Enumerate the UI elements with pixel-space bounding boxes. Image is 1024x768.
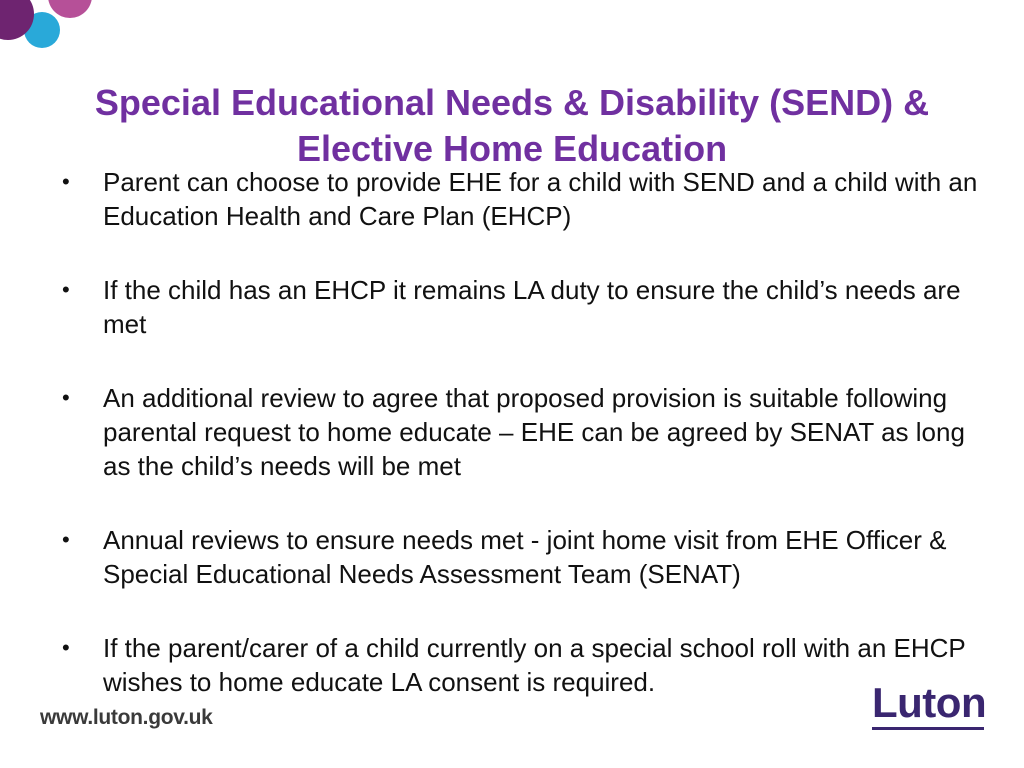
- luton-logo-text: Luton: [872, 679, 987, 726]
- bullet-marker: •: [62, 635, 70, 660]
- slide-title-line-1: Special Educational Needs & Disability (SEND) &: [94, 82, 930, 124]
- bullet-text: Parent can choose to provide EHE for a child with SEND and a child with an Education Health and Care Plan (EHCP): [103, 167, 978, 231]
- magenta-circle: [48, 0, 92, 18]
- bullet-marker: •: [62, 277, 70, 302]
- bullet-marker: •: [62, 385, 70, 410]
- bullet-item-annual-reviews: [62, 523, 982, 591]
- bullet-marker: •: [62, 527, 70, 552]
- footer-website-url: www.luton.gov.uk: [40, 706, 213, 729]
- luton-logo: [872, 680, 986, 730]
- bullet-item-ehe-with-send: [62, 165, 982, 233]
- luton-logo-underline: [872, 727, 984, 730]
- bullet-marker: •: [62, 169, 70, 194]
- bullet-list: [62, 165, 982, 699]
- bullet-item-la-duty: [62, 273, 982, 341]
- slide-title: [40, 80, 984, 172]
- bullet-item-additional-review: [62, 381, 982, 483]
- slide-title-line-2: Elective Home Education: [296, 128, 728, 170]
- bullet-text: If the child has an EHCP it remains LA duty to ensure the child’s needs are met: [103, 275, 961, 339]
- bullet-text: If the parent/carer of a child currently on a special school roll with an EHCP wishes to home educate LA consent is required.: [103, 633, 966, 697]
- bullet-item-la-consent: [62, 631, 982, 699]
- bullet-text: Annual reviews to ensure needs met - joint home visit from EHE Officer & Special Educational Needs Assessment Team (SENAT): [103, 525, 947, 589]
- corner-circles-decoration: [0, 0, 100, 60]
- bullet-text: An additional review to agree that proposed provision is suitable following parental request to home educate – EHE can be agreed by SENAT as long as the child’s needs will be met: [103, 383, 965, 481]
